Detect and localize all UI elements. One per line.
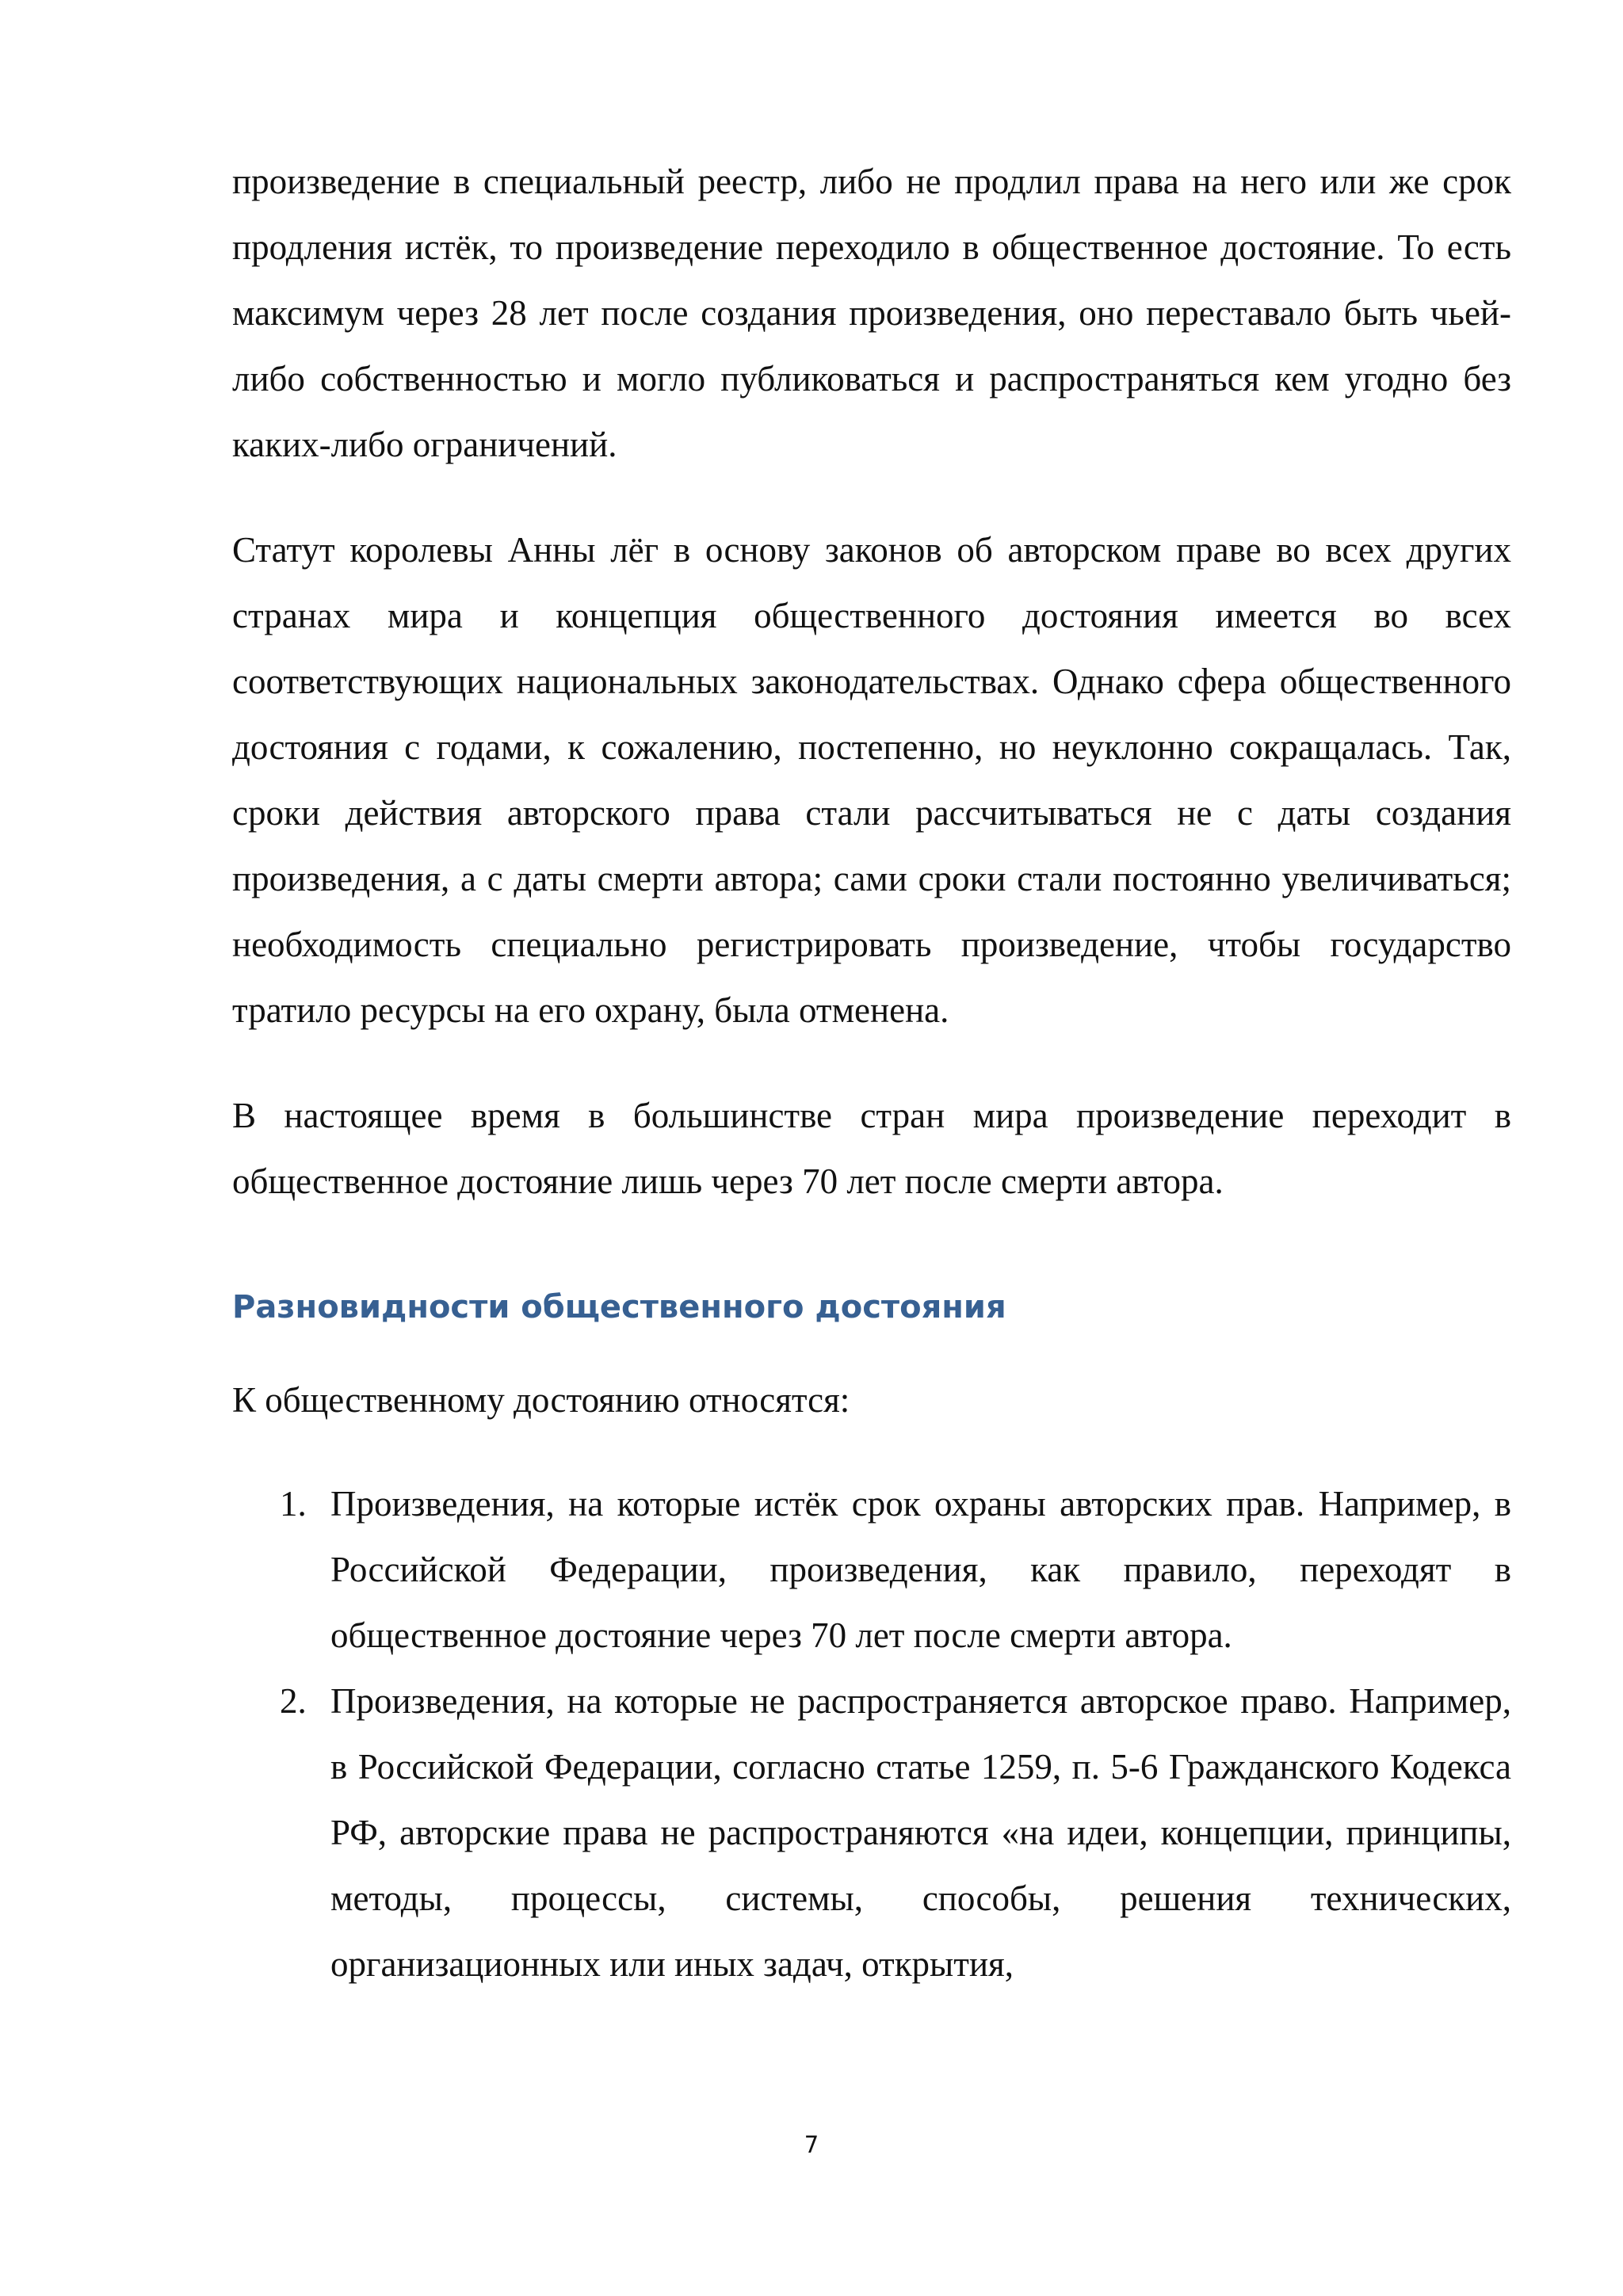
paragraph: произведение в специальный реестр, либо не продлил права на него или же срок продления истёк, то произведение переходило в общественное достояние. То есть максимум через 28 лет после создания произведения, оно переставало быть чьей-либо собственностью и могло публиковаться и распространяться кем угодно без каких-либо ограничений.: [232, 162, 1511, 464]
list-item-number: 2.: [280, 1681, 307, 1721]
paragraph: В настоящее время в большинстве стран мира произведение переходит в общественное достояние лишь через 70 лет после смерти автора.: [232, 1096, 1511, 1201]
list-item-number: 1.: [280, 1484, 307, 1524]
list-item: [232, 1669, 1511, 1997]
section-heading: Разновидности общественного достояния: [232, 1289, 1006, 1325]
page-number: 7: [804, 2131, 819, 2158]
list-intro: К общественному достоянию относятся:: [232, 1380, 850, 1420]
list-item-text: Произведения, на которые истёк срок охраны авторских прав. Например, в Российской Федерации, произведения, как правило, переходят в общественное достояние через 70 лет после смерти автора.: [330, 1484, 1511, 1655]
paragraph: Статут королевы Анны лёг в основу законов об авторском праве во всех других странах мира и концепция общественного достояния имеется во всех соответствующих национальных законодательствах. Однако сфера общественного достояния с годами, к сожалению, постепенно, но неуклонно сокращалась. Так, сроки действия авторского права стали рассчитываться не с даты создания произведения, а с даты смерти автора; сами сроки стали постоянно увеличиваться; необходимость специально регистрировать произведение, чтобы государство тратило ресурсы на его охрану, была отменена.: [232, 530, 1511, 1030]
numbered-list: [232, 1471, 1511, 1997]
list-item-text: Произведения, на которые не распространяется авторское право. Например, в Российской Федерации, согласно статье 1259, п. 5-6 Гражданского Кодекса РФ, авторские права не распространяются «на идеи, концепции, принципы, методы, процессы, системы, способы, решения технических, организационных или иных задач, открытия,: [330, 1681, 1511, 1984]
list-item: [232, 1471, 1511, 1669]
page-content: [232, 149, 1511, 1997]
